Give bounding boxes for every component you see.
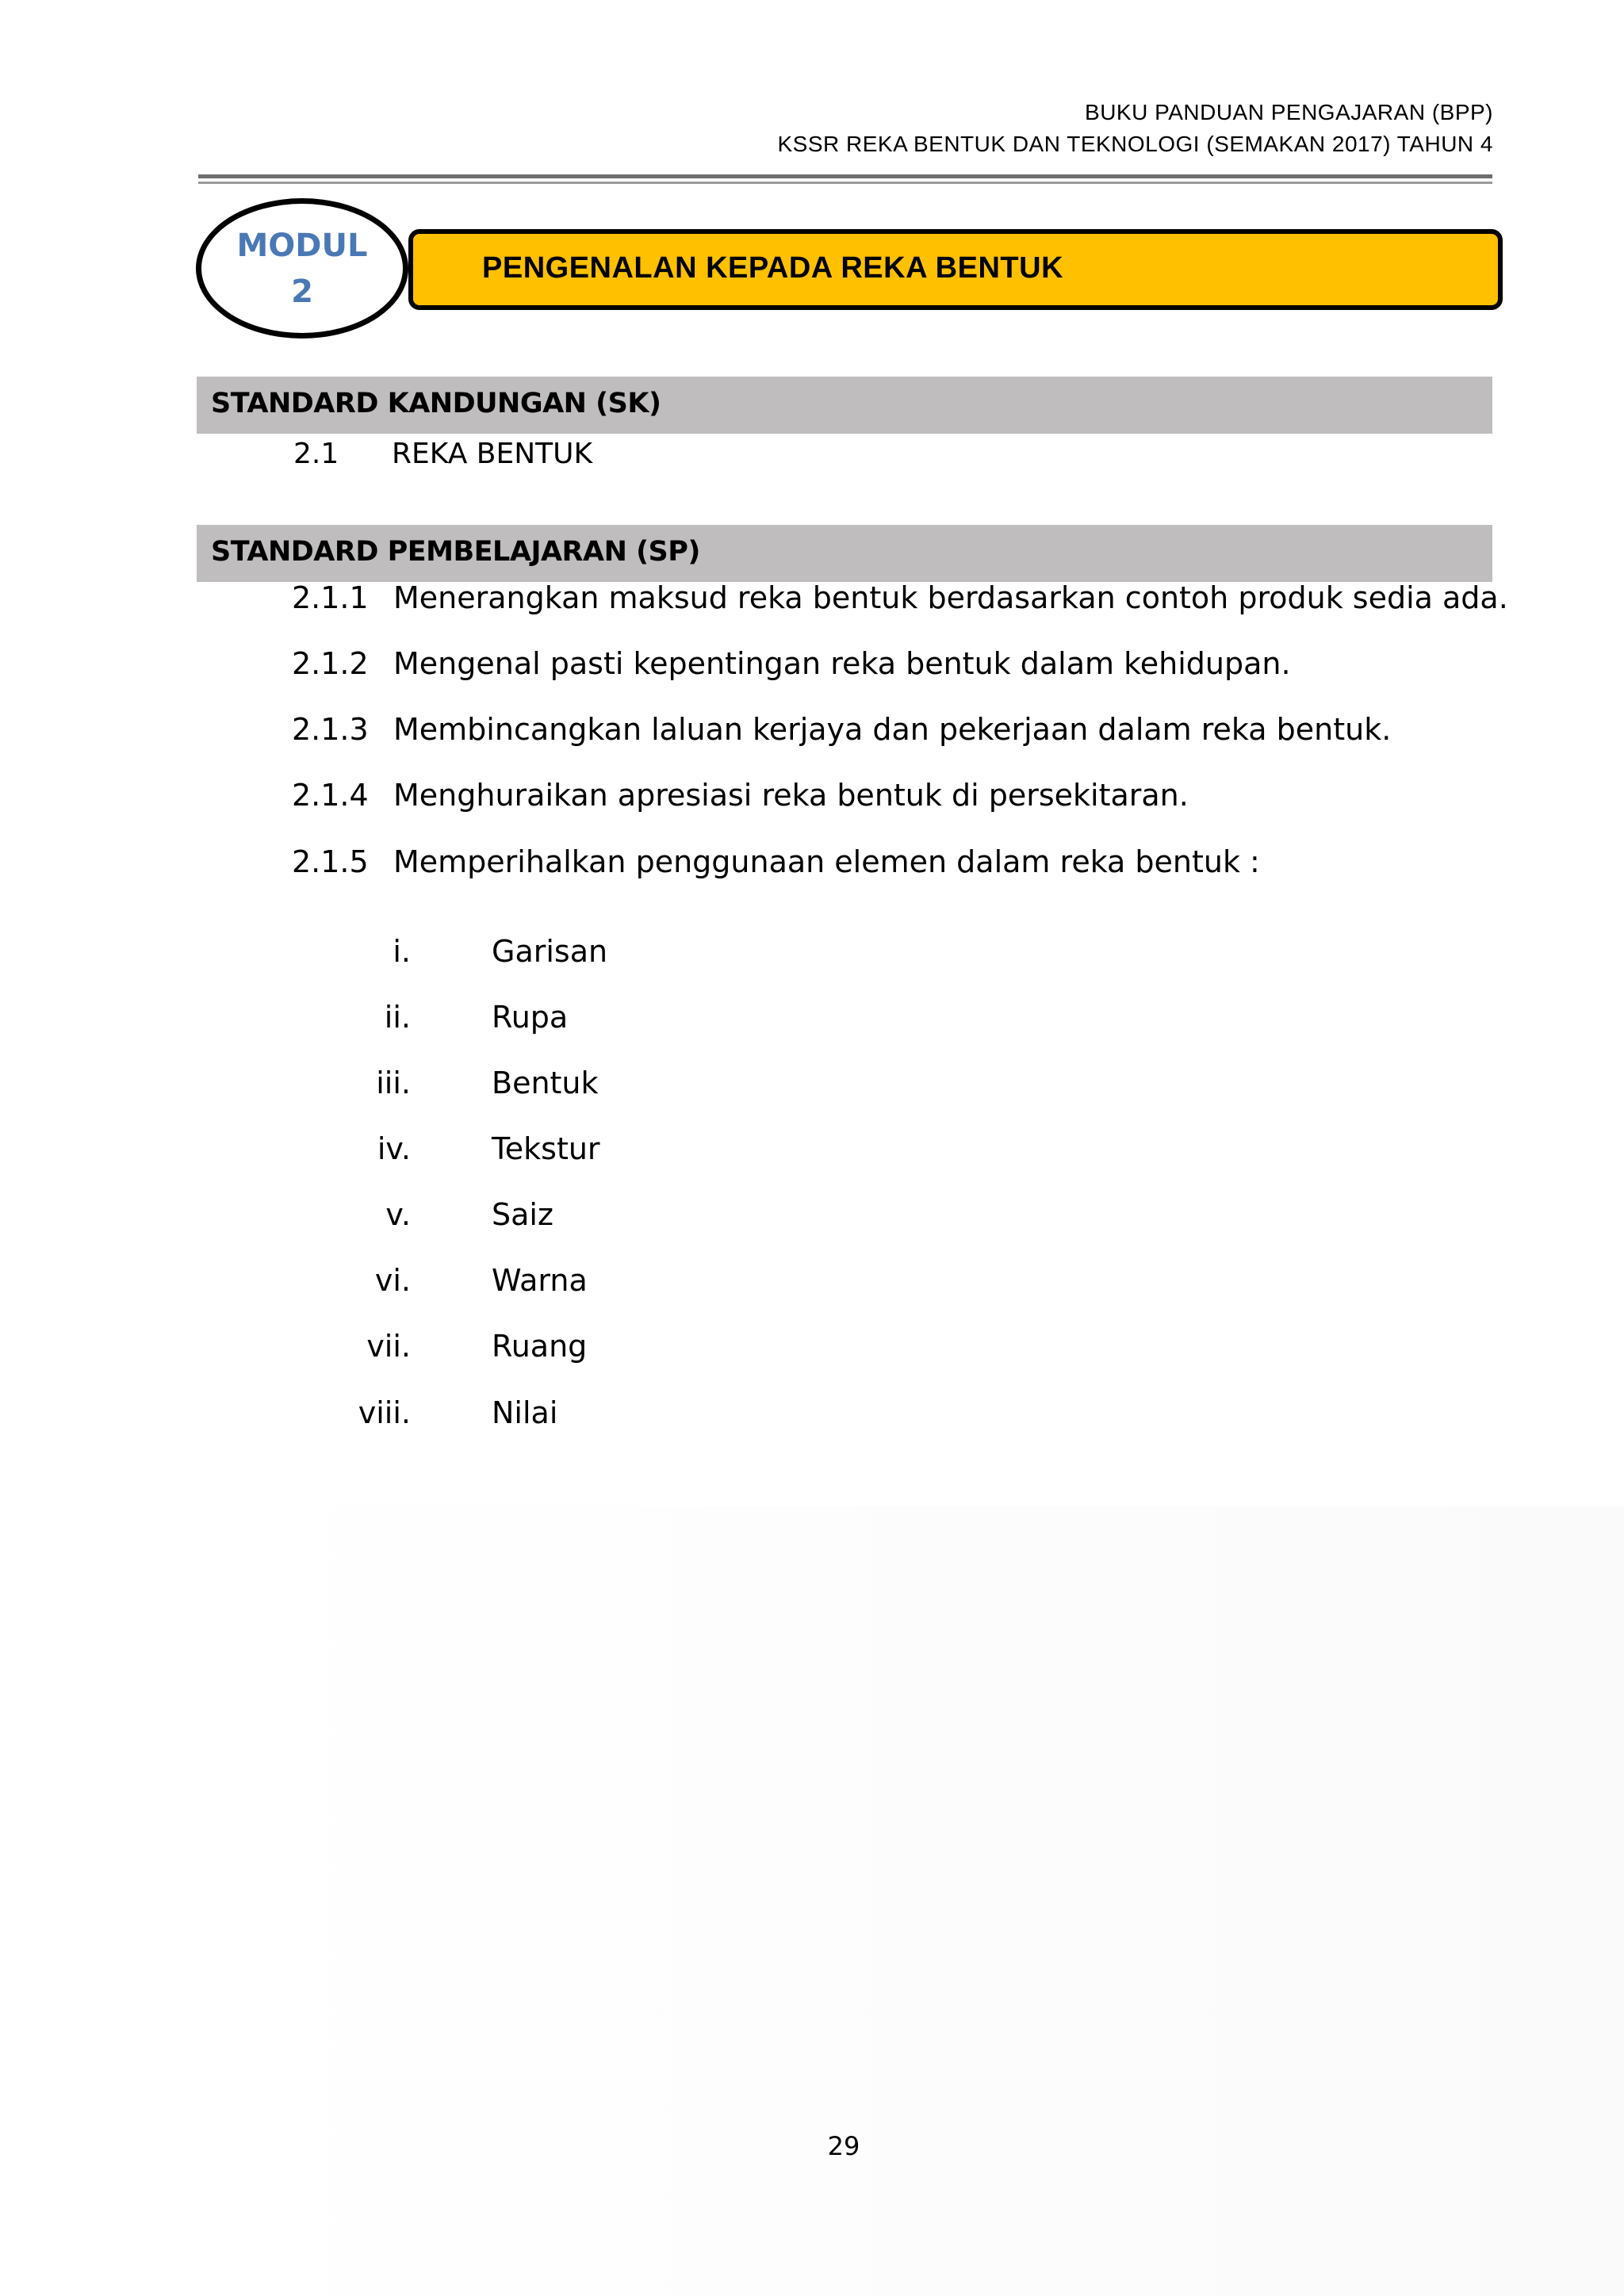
sp-item bbox=[0, 844, 1624, 892]
sp-item-number: 2.1.2 bbox=[292, 646, 369, 681]
standard-pembelajaran-heading: STANDARD PEMBELAJARAN (SP) bbox=[211, 536, 700, 568]
element-list-item bbox=[0, 1131, 1624, 1179]
element-label: Warna bbox=[492, 1263, 588, 1298]
sp-item bbox=[0, 778, 1624, 825]
running-header-line-2: KSSR REKA BENTUK DAN TEKNOLOGI (SEMAKAN 2017) TAHUN 4 bbox=[777, 132, 1493, 156]
sk-item-number: 2.1 bbox=[293, 438, 339, 470]
element-label: Garisan bbox=[492, 934, 608, 969]
page-background-shade bbox=[216, 1506, 1624, 2296]
module-badge bbox=[196, 198, 408, 339]
sp-item-text: Memperihalkan penggunaan elemen dalam reka bentuk : bbox=[393, 844, 1260, 879]
element-list-item bbox=[0, 1263, 1624, 1311]
sp-item-number: 2.1.3 bbox=[292, 712, 369, 747]
sp-item-number: 2.1.1 bbox=[292, 580, 369, 615]
header-rule-thin bbox=[198, 182, 1492, 184]
module-badge-label: MODUL bbox=[236, 228, 368, 264]
sk-item-text: REKA BENTUK bbox=[392, 438, 593, 470]
standard-pembelajaran-heading-band bbox=[197, 525, 1492, 582]
element-label: Ruang bbox=[492, 1329, 588, 1364]
sp-item-number: 2.1.5 bbox=[292, 844, 369, 879]
module-title: PENGENALAN KEPADA REKA BENTUK bbox=[482, 251, 1064, 285]
sp-item-text: Menghuraikan apresiasi reka bentuk di persekitaran. bbox=[393, 778, 1189, 813]
element-roman-numeral: v. bbox=[385, 1197, 411, 1232]
sp-item bbox=[0, 580, 1624, 628]
running-header-line-1: BUKU PANDUAN PENGAJARAN (BPP) bbox=[1085, 100, 1493, 124]
sp-item bbox=[0, 646, 1624, 694]
sp-item-text: Membincangkan laluan kerjaya dan pekerjaan dalam reka bentuk. bbox=[393, 712, 1392, 747]
module-badge-number: 2 bbox=[291, 274, 313, 310]
element-roman-numeral: vii. bbox=[366, 1329, 411, 1364]
element-list-item bbox=[0, 1395, 1624, 1443]
sp-item-number: 2.1.4 bbox=[292, 778, 369, 813]
element-list-item bbox=[0, 1329, 1624, 1376]
element-label: Nilai bbox=[492, 1395, 558, 1430]
page-number: 29 bbox=[827, 2131, 860, 2161]
header-rule-thick bbox=[198, 174, 1492, 178]
element-roman-numeral: ii. bbox=[384, 1000, 411, 1035]
element-list-item bbox=[0, 1066, 1624, 1113]
element-roman-numeral: iv. bbox=[377, 1131, 411, 1166]
module-title-box bbox=[408, 229, 1503, 310]
sp-item-text: Mengenal pasti kepentingan reka bentuk dalam kehidupan. bbox=[393, 646, 1291, 681]
running-header bbox=[777, 97, 1493, 160]
element-roman-numeral: i. bbox=[393, 934, 411, 969]
element-roman-numeral: vi. bbox=[374, 1263, 411, 1298]
sp-item bbox=[0, 712, 1624, 760]
element-list-item bbox=[0, 1000, 1624, 1047]
element-list-item bbox=[0, 934, 1624, 982]
element-label: Rupa bbox=[492, 1000, 569, 1035]
element-roman-numeral: iii. bbox=[376, 1066, 411, 1100]
element-label: Tekstur bbox=[492, 1131, 600, 1166]
standard-kandungan-heading-band bbox=[197, 377, 1492, 434]
element-label: Bentuk bbox=[492, 1066, 599, 1100]
sp-item-text: Menerangkan maksud reka bentuk berdasarkan contoh produk sedia ada. bbox=[393, 580, 1508, 615]
element-list-item bbox=[0, 1197, 1624, 1245]
element-roman-numeral: viii. bbox=[358, 1395, 411, 1430]
element-label: Saiz bbox=[492, 1197, 553, 1232]
standard-kandungan-heading: STANDARD KANDUNGAN (SK) bbox=[211, 388, 661, 419]
